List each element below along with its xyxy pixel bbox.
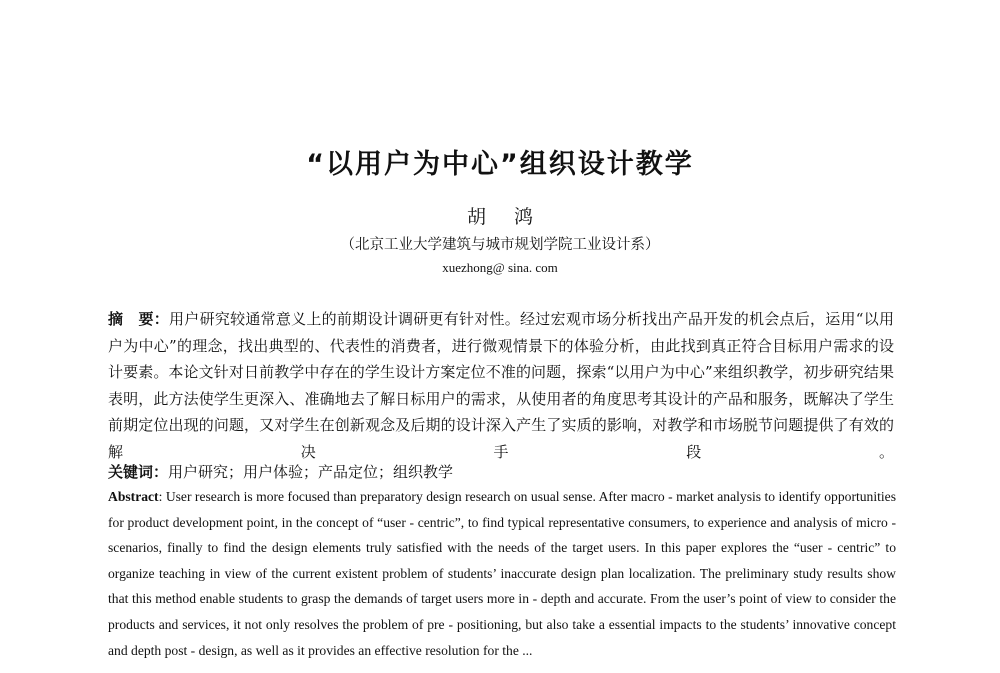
- paper-title: “以用户为中心”组织设计教学: [306, 149, 694, 180]
- english-abstract-label: Abstract: [108, 489, 159, 504]
- chinese-abstract-text: 用户研究较通常意义上的前期设计调研更有针对性。经过宏观市场分析找出产品开发的机会点后，运用“以用户为中心”的理念，找出典型的、代表性的消费者，进行微观情景下的体验分析，由此找到真正符合目标用户需求的设计要素。本论文针对日前教学中存在的学生设计方案定位不准的问题，探索“以用户为中心”来组织教学，初步研究结果表明，此方法使学生更深入、准确地去了解日标用户的需求，从使用者的角度思考其设计的产品和服务，既解决了学生前期定位出现的问题，又对学生在创新观念及后期的设计深入产生了实质的影响，对教学和市场脱节问题提供了有效的解决手段。: [108, 310, 894, 461]
- keywords-label: 关键词：: [108, 463, 169, 481]
- chinese-abstract-label: 摘 要：: [108, 310, 170, 328]
- keywords-text: 用户研究；用户体验；产品定位；组织教学: [168, 463, 454, 481]
- chinese-abstract: [108, 306, 894, 466]
- english-abstract: [108, 484, 896, 663]
- author-affiliation: （北京工业大学建筑与城市规划学院工业设计系）: [340, 237, 660, 253]
- author-name: 胡鸿: [466, 206, 561, 228]
- keywords: [108, 461, 894, 483]
- author-email: xuezhong@ sina. com: [442, 260, 558, 275]
- english-abstract-text: : User research is more focused than preparatory design research on usual sense. After macro - market analysis to identify opportunities for product development point, in the concept of “user - centric”, to find typical representative consumers, to experience and analysis of micro - scenarios, finally to find the design elements truly satisfied with the needs of the target users. In this paper explores the “user - centric” to organize teaching in view of the current existent problem of students’ inaccurate design plan localization. The preliminary study results show that this method enable students to grasp the demands of target users more in - depth and accurate. From the user’s point of view to consider the products and services, it not only resolves the problem of pre - positioning, but also take a essential impacts to the students’ innovative concept and depth post - design, as well as it provides an effective resolution for the ...: [108, 489, 896, 658]
